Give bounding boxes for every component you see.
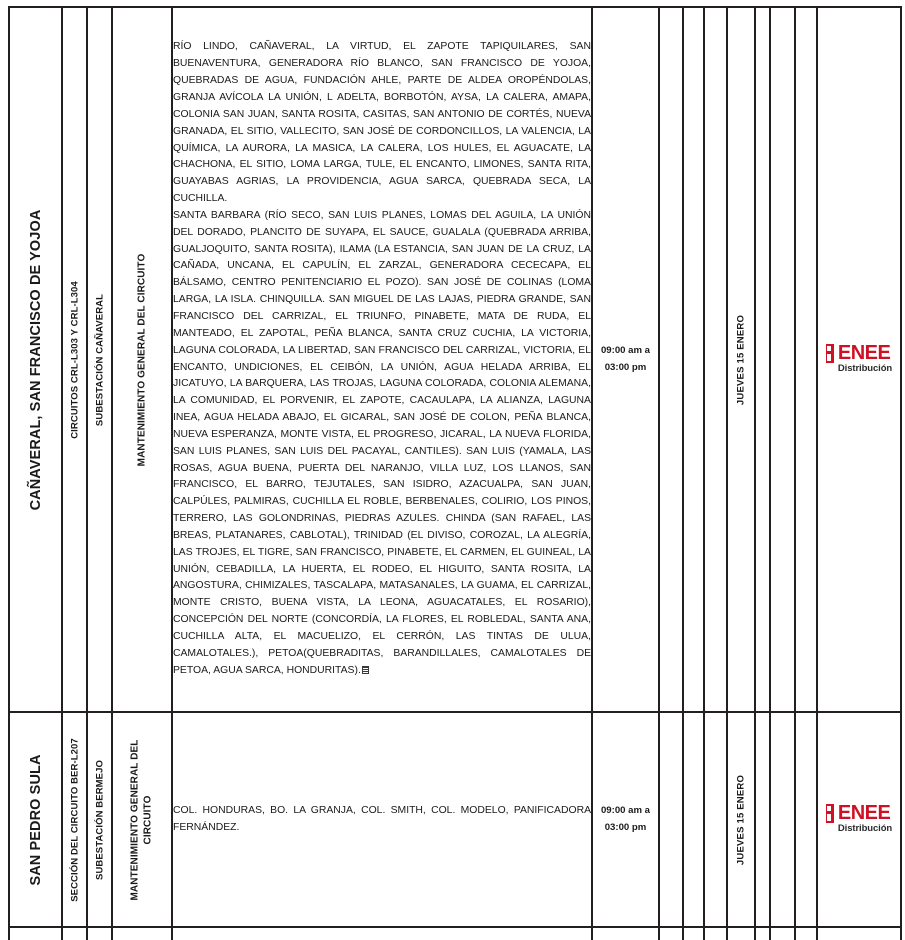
affected-areas-part1: COL. HONDURAS, BO. LA GRANJA, COL. SMITH, COL. MODELO, PANIFICADORA FERNÁNDEZ. [173,804,591,833]
day-column-blank-5 [770,7,795,712]
affected-areas-part2: SANTA BARBARA (RÍO SECO, SAN LUIS PLANES, LOMAS DEL AGUILA, LA UNIÓN DEL DORADO, PLANCITO DE SUYAPA, EL SAUCE, GUALALA (QUEBRADA ARRIBA, GUALJOQUITO, SANTA ROSITA), ILAMA (LA ESTANCIA, SAN JUAN DE LA CRUZ, LA CAÑADA, UNCANA, EL CAPULÍN, EL ZARZAL, GENERADORA CECECAPA, EL BÁLSAMO, CENTRO PENITENCIARIO EL POZO). SAN JOSÉ DE COLINAS (LOMA LARGA, LA ISLA. CHINQUILLA. SAN MIGUEL DE LAS LAJAS, PIEDRA GRANDE, SAN FRANCISCO DEL CARRIZAL, EL TRIUNFO, PINABETE, MATA DE RUDA, EL MANTEADO, EL ZAPOTAL, PEÑA BLANCA, SANTA CRUZ CUCHIA, LA VICTORIA, LAGUNA COLORADA, LA LIBERTAD, SAN FRANCISCO DEL CARRIZAL, VICTORIA, EL ENCANTO, UNDICIONES, EL CEIBÓN, LA UNIÓN, AGUA HELADA ARRIBA, EL JICATUYO, LA BARQUERA, LAS TROJAS, LAGUNA COLORADA, COLONIA ALEMANA, LA COMUNIDAD, EL PORVENIR, EL ZAPOTE, CACAULAPA, LA ALIANZA, LAGUNA INEA, AGUA HELADA ABAJO, EL GICARAL, SAN JOSÉ DE COLON, PEÑA BLANCA, NUEVA ESPERANZA, MONTE VISTA, EL PROGRESO, JICARAL, LA NUEVA FLORIDA, SAN LUIS PLANES, SAN LUIS DEL PACAYAL, CANTILES). SAN LUIS (YAMALA, LAS ROSAS, AGUA BUENA, PUERTA DEL NARANJO, VILLA LUZ, LOS LLANOS, SAN FRANCISCO, EL BARRO, TEJUTALES, SAN ISIDRO, AZACUALPA, SAN JUAN, CALPÚLES, PALMIRAS, CUCHILLA EL ROBLE, BERBENALES, COLIRIO, LOS PINOS, TERRERO, LAS GOLONDRINAS, PIEDRAS AZULES. CHINDA (SAN RAFAEL, LAS BREAS, PLATANARES, CABLOTAL), TRINIDAD (EL DIVISO, COROZAL, LA ALEGRÍA, LAS TROJES, EL TIGRE, SAN FRANCISCO, PINABETE, EL CARMEN, EL GUINEAL, LA UNIÓN, CEBADILLA, LA HUERTA, EL RODEO, EL HIGUITO, SANTA ROSITA, LA ANGOSTURA, CHIMIZALES, TASCALAPA, MATASANALES, LA GUAMA, EL CARRIZAL, MONTE CRISTO, BUENA VISTA, LA LEONA, AGUACATALES, EL ROSARIO), CONCEPCIÓN DEL NORTE (CONCORDÍA, LA FLORES, EL ROBLEDAL, SANTA ANA, CUCHILLA ALTA, EL MACUELIZO, EL CERRÓN, LAS TINTAS DE ULUA, CAMALOTALES.), PETOA(QUEBRADITAS, BARANDILLALES, CAMALOTALES DE PETOA, AGUA SARCA, HONDURITAS). [173,209,591,676]
day-column-blank-2 [683,927,704,940]
cell-circuit [62,927,87,940]
day-column-blank-3 [704,927,727,940]
work-type-label: MANTENIMIENTO GENERAL DEL CIRCUITO [136,253,148,466]
cell-substation [87,7,112,712]
outage-schedule-table [8,6,902,940]
cell-work-type [112,927,172,940]
cell-time-range [592,927,659,940]
day-column-blank-1 [659,712,683,927]
time-end: 03:00 pm [604,361,647,373]
enee-subtitle: Distribución [837,363,893,374]
enee-wordmark: ENEE [837,802,891,824]
day-column-blank-2 [683,7,704,712]
day-column-blank-6 [795,7,817,712]
cell-city [9,927,62,940]
day-column-blank-5 [770,712,795,927]
enee-logo [826,803,892,834]
enee-logo [826,343,892,374]
cell-affected-areas [172,927,592,940]
enee-flag-icon [826,344,834,363]
cell-city [9,712,62,927]
day-column-blank-3 [704,7,727,712]
highlight-day-label: JUEVES 15 ENERO [735,314,747,405]
table-row [9,712,901,927]
enee-wordmark: ENEE [837,342,891,364]
table-row [9,7,901,712]
day-column-highlight [727,712,755,927]
day-column-blank-4 [755,712,770,927]
day-column-highlight [727,7,755,712]
time-start: 09:00 am a [600,804,651,816]
circuit-label: SECCIÓN DEL CIRCUITO BER-L207 [69,737,80,902]
city-label: CAÑAVERAL, SAN FRANCISCO DE YOJOA [27,209,44,510]
cell-affected-areas [172,712,592,927]
cell-logo [817,712,901,927]
day-column-highlight [727,927,755,940]
cell-affected-areas [172,7,592,712]
day-column-blank-6 [795,927,817,940]
cell-work-type [112,712,172,927]
time-start: 09:00 am a [600,344,651,356]
substation-label: SUBESTACIÓN BERMEJO [94,759,105,880]
cell-circuit [62,7,87,712]
cell-circuit [62,712,87,927]
city-label: SAN PEDRO SULA [27,753,44,886]
day-column-blank-2 [683,712,704,927]
day-column-blank-1 [659,7,683,712]
enee-subtitle: Distribución [837,823,893,834]
cell-logo [817,7,901,712]
cell-logo [817,927,901,940]
cell-city [9,7,62,712]
day-column-blank-4 [755,7,770,712]
day-column-blank-5 [770,927,795,940]
day-column-blank-3 [704,712,727,927]
affected-areas-part1: RÍO LINDO, CAÑAVERAL, LA VIRTUD, EL ZAPOTE TAPIQUILARES, SAN BUENAVENTURA, GENERADORA RÍO BLANCO, SAN FRANCISCO DE YOJOA, QUEBRADAS DE AGUA, FUNDACIÓN AHLE, PARTE DE ALDEA OROPÉNDOLAS, GRANJA AVÍCOLA LA UNIÓN, L ADELTA, BORBOTÓN, AYSA, LA CALERA, AMAPA, COLONIA SAN JUAN, SANTA ROSITA, CASITAS, SAN ANTONIO DE CORTÉS, NUEVA GRANADA, EL SITIO, VALLECITO, SAN JOSÉ DE CORDONCILLOS, LA VALENCIA, LA QUÍMICA, LA AURORA, LA MASICA, LA CALERA, LOS HULES, EL AGUACATE, LA CHACHONA, EL SITIO, LOMA LARGA, TULE, EL ENCANTO, LIMONES, SANTA RITA, GUAYABAS AGRIAS, LA PROVIDENCIA, AGUA SARCA, QUEBRADA SECA, LA CUCHILLA. [173,41,591,205]
time-end: 03:00 pm [604,821,647,833]
cell-substation [87,712,112,927]
day-column-blank-1 [659,927,683,940]
day-column-blank-4 [755,927,770,940]
highlight-day-label: JUEVES 15 ENERO [735,774,747,865]
circuit-label: CIRCUITOS CRL-L303 Y CRL-L304 [69,280,80,439]
work-type-label: MANTENIMIENTO GENERAL DEL CIRCUITO [129,738,153,901]
enee-flag-icon [826,804,834,823]
cell-work-type [112,7,172,712]
missing-glyph-icon [362,666,369,674]
day-column-blank-6 [795,712,817,927]
substation-label: SUBESTACIÓN CAÑAVERAL [94,293,105,426]
cell-time-range [592,712,659,927]
table-row-partial [9,927,901,940]
cell-substation [87,927,112,940]
cell-time-range [592,7,659,712]
